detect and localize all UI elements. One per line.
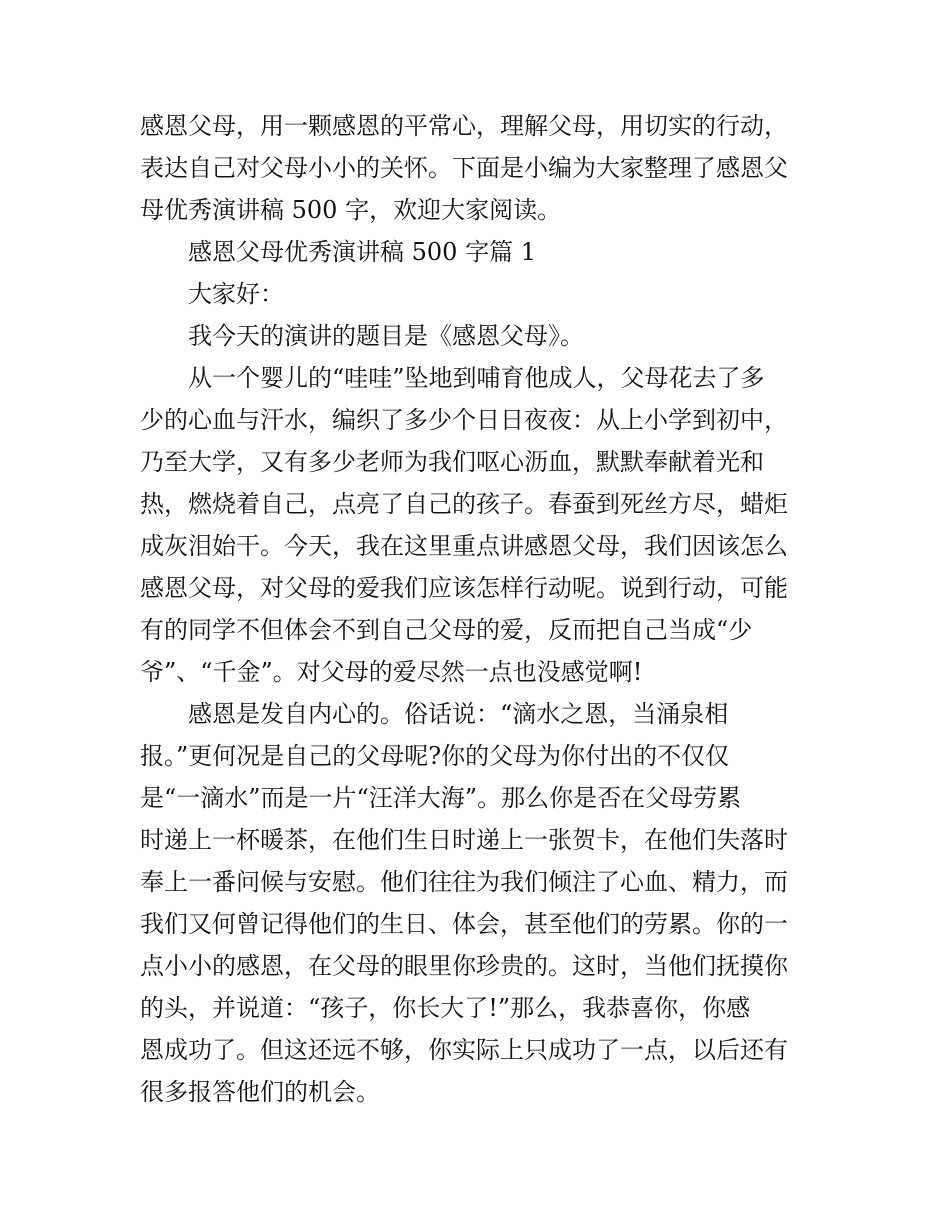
paragraph-topic — [140, 315, 820, 357]
paragraph-body-2 — [140, 693, 820, 1113]
text-line: 时递上一杯暖茶，在他们生日时递上一张贺卡，在他们失落时 — [140, 826, 788, 854]
text-line: 有的同学不但体会不到自己父母的爱，反而把自己当成“少 — [140, 616, 753, 644]
text-line: 我们又何曾记得他们的生日、体会，甚至他们的劳累。你的一 — [140, 910, 788, 938]
text-line: 感恩是发自内心的。俗话说：“滴水之恩，当涌泉相 — [188, 700, 729, 728]
text-line: 母优秀演讲稿 500 字，欢迎大家阅读。 — [140, 196, 562, 224]
paragraph-body-1 — [140, 357, 820, 693]
text-line: 点小小的感恩，在父母的眼里你珍贵的。这时，当他们抚摸你 — [140, 952, 788, 980]
text-line: 奉上一番问候与安慰。他们往往为我们倾注了心血、精力，而 — [140, 868, 788, 896]
text-line: 少的心血与汗水，编织了多少个日日夜夜：从上小学到初中， — [140, 406, 788, 434]
document-body — [140, 105, 820, 1113]
text-line: 感恩父母优秀演讲稿 500 字篇 1 — [188, 238, 536, 266]
text-line: 恩成功了。但这还远不够，你实际上只成功了一点，以后还有 — [140, 1036, 788, 1064]
text-line: 从一个婴儿的“哇哇”坠地到哺育他成人，父母花去了多 — [188, 364, 765, 392]
text-line: 表达自己对父母小小的关怀。下面是小编为大家整理了感恩父 — [140, 154, 788, 182]
text-line: 热，燃烧着自己，点亮了自己的孩子。春蚕到死丝方尽，蜡炬 — [140, 490, 788, 518]
text-line: 很多报答他们的机会。 — [140, 1078, 380, 1106]
text-line: 我今天的演讲的题目是《感恩父母》。 — [188, 322, 584, 350]
text-line: 的头，并说道：“孩子，你长大了!”那么，我恭喜你，你感 — [140, 994, 751, 1022]
text-line: 大家好： — [188, 280, 284, 308]
paragraph-greeting — [140, 273, 820, 315]
text-line: 是“一滴水”而是一片“汪洋大海”。那么你是否在父母劳累 — [140, 784, 742, 812]
text-line: 感恩父母，用一颗感恩的平常心，理解父母，用切实的行动， — [140, 112, 788, 140]
paragraph-intro — [140, 105, 820, 231]
text-line: 爷”、“千金”。对父母的爱尽然一点也没感觉啊! — [140, 658, 643, 686]
section-heading — [140, 231, 820, 273]
text-line: 感恩父母，对父母的爱我们应该怎样行动呢。说到行动，可能 — [140, 574, 788, 602]
text-line: 报。”更何况是自己的父母呢?你的父母为你付出的不仅仅 — [140, 742, 730, 770]
text-line: 乃至大学，又有多少老师为我们呕心沥血，默默奉献着光和 — [140, 448, 764, 476]
text-line: 成灰泪始干。今天，我在这里重点讲感恩父母，我们因该怎么 — [140, 532, 788, 560]
